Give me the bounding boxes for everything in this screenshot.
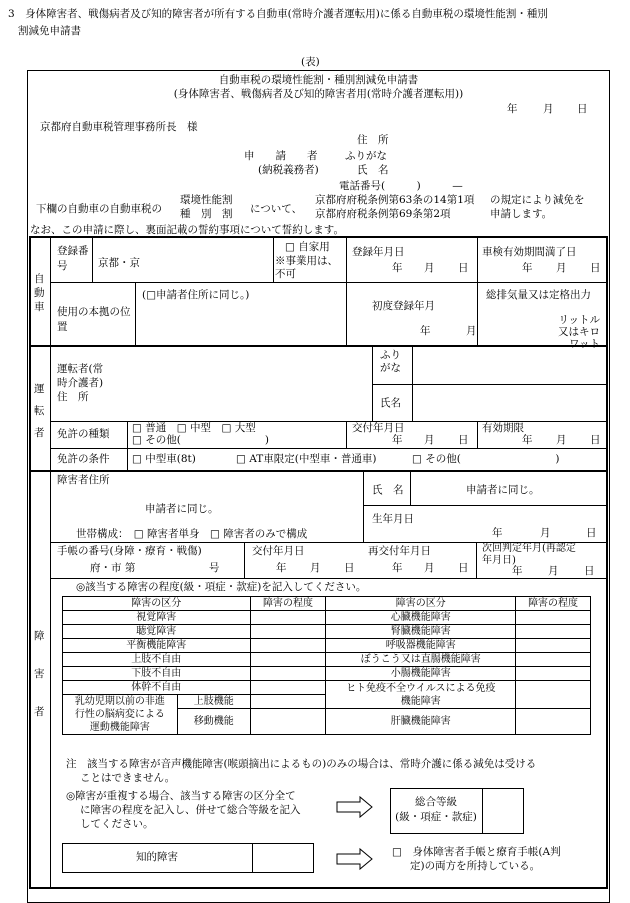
- reg-date-day: 日: [458, 262, 469, 274]
- statement-tail1: の規定により減免を: [490, 194, 585, 206]
- statement-law1: 京都府府税条例第63条の14第1項: [315, 194, 475, 206]
- notebook-reissue-label: 再交付年月日: [368, 545, 431, 557]
- degree-cell[interactable]: [250, 681, 326, 695]
- document-heading-line1: 3 身体障害者、戦傷病者及び知的障害者が所有する自動車(常時介護者運転用)に係る自動車税の環境性能割・種別: [8, 8, 548, 20]
- disabled-name-label: 氏 名: [372, 484, 404, 496]
- hiv-line2: 機能障害: [400, 695, 441, 707]
- base-location-label: 使用の本拠の位置: [57, 306, 131, 333]
- notebook-issue-label: 交付年月日: [252, 545, 305, 557]
- vline: [363, 470, 364, 542]
- both-notebooks-line2: 定)の両方を所持している。: [410, 860, 541, 872]
- statement-kind-environment: 環境性能割: [180, 194, 233, 206]
- statement-law2: 京都府府税条例第69条第2項: [315, 208, 451, 220]
- degree-cell[interactable]: [250, 709, 326, 735]
- notebook-reissue-day: 日: [458, 562, 469, 574]
- vline: [273, 236, 274, 282]
- notebook-issue-month: 月: [310, 562, 321, 574]
- degree-cell[interactable]: [516, 653, 591, 667]
- disability-degree-table: [62, 596, 591, 735]
- degree-cell[interactable]: [250, 695, 326, 709]
- column-header-degree: 障害の程度: [516, 597, 591, 611]
- disabled-address-label: 障害者住所: [57, 474, 110, 486]
- reg-date-label: 登録年月日: [352, 246, 405, 258]
- statement-about: について、: [250, 203, 303, 215]
- next-judgment-label2: 年月日): [482, 555, 516, 566]
- license-issue-label: 交付年月日: [352, 422, 405, 434]
- reg-date-month: 月: [424, 262, 435, 274]
- vline: [127, 421, 128, 470]
- driver-label-line1: 運転者(常: [57, 363, 104, 375]
- license-types-row1[interactable]: □ 普通 □ 中型 □ 大型: [132, 422, 256, 434]
- inspection-day: 日: [590, 262, 601, 274]
- driver-address-label: 住 所: [57, 391, 89, 403]
- note-voice-line2: ことはできません。: [80, 772, 176, 784]
- both-notebooks-checkbox[interactable]: □ 身体障害者手帳と療育手帳(A判: [392, 846, 561, 858]
- document-heading-line2: 割減免申請書: [18, 25, 81, 37]
- license-types-row2[interactable]: □ その他( ): [132, 434, 269, 446]
- arrow-right-icon: [336, 795, 374, 819]
- driver-section-label: 運転者: [34, 383, 45, 439]
- license-issue-month: 月: [424, 434, 435, 446]
- front-side-label: (表): [301, 56, 320, 68]
- vline: [346, 236, 347, 345]
- category-upper-function: 上肢機能: [177, 695, 250, 709]
- household-composition[interactable]: 世帯構成： □ 障害者単身 □ 障害者のみで構成: [76, 528, 308, 540]
- vline: [346, 421, 347, 448]
- degree-cell[interactable]: [250, 667, 326, 681]
- displacement-unit-kilo: 又はキロ: [558, 326, 600, 338]
- birth-day: 日: [586, 527, 597, 539]
- statement-kind-type: 種 別 割: [180, 208, 233, 220]
- first-reg-year: 年: [420, 325, 431, 337]
- category-small-intestine: 小腸機能障害: [326, 667, 516, 681]
- intellectual-degree-cell[interactable]: [253, 844, 313, 872]
- degree-cell[interactable]: [250, 653, 326, 667]
- driver-furigana-label: ふりがな: [380, 349, 401, 374]
- condition-at-only[interactable]: □ AT車限定(中型車・普通車): [236, 453, 377, 465]
- inspection-month: 月: [556, 262, 567, 274]
- first-reg-month: 月: [466, 325, 477, 337]
- notebook-issue-year: 年: [276, 562, 287, 574]
- degree-cell[interactable]: [250, 639, 326, 653]
- date-year: 年: [507, 103, 518, 115]
- category-lower-limb: 下肢不自由: [63, 667, 251, 681]
- intellectual-label: 知的障害: [136, 851, 178, 863]
- condition-medium-8t[interactable]: □ 中型車(8t): [132, 453, 196, 465]
- category-hiv: [326, 681, 516, 709]
- hline: [363, 505, 608, 506]
- vline: [135, 282, 136, 345]
- hline: [50, 448, 608, 449]
- disabled-name-same: 申請者に同じ。: [466, 484, 540, 496]
- driver-label-line2: 時介護者): [57, 377, 104, 389]
- displacement-unit-watt: ワット: [569, 338, 600, 350]
- date-day: 日: [577, 103, 588, 115]
- vline: [476, 542, 477, 578]
- degree-cell[interactable]: [516, 667, 591, 681]
- birth-month: 月: [540, 527, 551, 539]
- form-subtitle: (身体障害者、戦傷病者及び知的障害者用(常時介護者運転用)): [173, 88, 464, 100]
- condition-other[interactable]: □ その他( ): [412, 453, 560, 465]
- category-respiratory: 呼吸器機能障害: [326, 639, 516, 653]
- multiple-note-line1: ◎障害が重複する場合、該当する障害の区分全て: [66, 790, 296, 802]
- base-same-as-applicant[interactable]: (□申請者住所に同じ。): [142, 289, 250, 301]
- next-judgment-year: 年: [512, 565, 523, 577]
- degree-cell[interactable]: [516, 709, 591, 735]
- vline: [372, 345, 373, 421]
- license-type-label: 免許の種類: [57, 428, 110, 440]
- notebook-reissue-year: 年: [392, 562, 403, 574]
- applicant-name-label: 氏 名: [357, 164, 389, 176]
- license-valid-year: 年: [522, 434, 533, 446]
- category-hearing: 聴覚障害: [63, 625, 251, 639]
- notebook-number-value[interactable]: 府・市 第 号: [90, 562, 220, 574]
- reg-no-label: 登録番号: [57, 245, 89, 272]
- license-issue-year: 年: [392, 434, 403, 446]
- vline: [477, 421, 478, 448]
- license-valid-label: 有効期限: [482, 422, 524, 434]
- statement-pledge: なお、この申請に際し、裏面記載の誓約事項について誓約します。: [30, 224, 344, 236]
- vehicle-driver-divider: [29, 345, 608, 347]
- category-movement-function: 移動機能: [177, 709, 250, 735]
- category-liver: 肝臓機能障害: [326, 709, 516, 735]
- total-grade-label: 総合等級: [415, 796, 457, 808]
- vehicle-row-divider: [50, 282, 608, 283]
- degree-cell[interactable]: [516, 639, 591, 653]
- driver-name-label: 氏名: [380, 397, 401, 409]
- taxpayer-label: (納税義務者): [258, 164, 319, 176]
- license-conditions-label: 免許の条件: [57, 453, 110, 465]
- degree-cell[interactable]: [250, 625, 326, 639]
- vline: [92, 236, 93, 282]
- notebook-issue-day: 日: [344, 562, 355, 574]
- notebook-reissue-month: 月: [424, 562, 435, 574]
- birth-date-label: 生年月日: [372, 513, 414, 525]
- disabled-address-same: 申請者に同じ。: [145, 503, 219, 515]
- displacement-label: 総排気量又は定格出力: [486, 289, 591, 301]
- degree-cell[interactable]: [250, 611, 326, 625]
- hiv-line1: ヒト免疫不全ウイルスによる免疫: [346, 682, 496, 694]
- applicant-furigana-label: ふりがな: [345, 150, 387, 162]
- license-valid-day: 日: [590, 434, 601, 446]
- category-bladder: ぼうこう又は直腸機能障害: [326, 653, 516, 667]
- category-upper-limb: 上肢不自由: [63, 653, 251, 667]
- hline: [372, 384, 608, 385]
- vline: [482, 788, 483, 834]
- applicant-address-label: 住 所: [357, 134, 389, 146]
- next-judgment-label1: 次回判定年月(再認定: [482, 543, 576, 554]
- next-judgment-day: 日: [584, 565, 595, 577]
- birth-year: 年: [492, 527, 503, 539]
- vline: [477, 236, 478, 345]
- applicant-label: 申 請 者: [244, 150, 318, 162]
- infant-line1: 乳幼児期以前の非進: [74, 696, 165, 707]
- infant-line3: 運動機能障害: [89, 722, 150, 733]
- category-trunk: 体幹不自由: [63, 681, 251, 695]
- displacement-unit-liter: リットル: [558, 314, 600, 326]
- arrow-right-icon: [336, 847, 374, 871]
- category-heart: 心臓機能障害: [326, 611, 516, 625]
- business-use-note: ※事業用は、不可: [275, 255, 338, 280]
- applicant-phone-label: 電話番号( ) —: [339, 180, 463, 192]
- hline: [50, 578, 608, 579]
- vehicle-section-label: 自動車: [34, 273, 45, 313]
- column-header-category: 障害の区分: [326, 597, 516, 611]
- multiple-note-line2: に障害の程度を記入し、併せて総合等級を記入: [80, 804, 301, 816]
- reg-date-year: 年: [392, 262, 403, 274]
- total-grade-sub: (級・項症・款症): [395, 811, 477, 823]
- notebook-number-label: 手帳の番号(身障・療育・戦傷): [57, 545, 202, 557]
- column-header-degree: 障害の程度: [250, 597, 326, 611]
- first-reg-label: 初度登録年月: [372, 300, 435, 312]
- form-title: 自動車税の環境性能割・種別割減免申請書: [218, 74, 419, 86]
- degree-cell[interactable]: [516, 611, 591, 625]
- category-infant-brain: [63, 695, 178, 735]
- license-issue-day: 日: [458, 434, 469, 446]
- section-label-column: [50, 236, 51, 889]
- note-voice-line1: 注 該当する障害が音声機能障害(喉頭摘出によるもの)のみの場合は、常時介護に係る減免は受ける: [66, 758, 537, 770]
- next-judgment-month: 月: [548, 565, 559, 577]
- infant-line2: 行性の脳病変による: [74, 709, 165, 720]
- category-balance: 平衡機能障害: [63, 639, 251, 653]
- category-visual: 視覚障害: [63, 611, 251, 625]
- inspection-year: 年: [522, 262, 533, 274]
- home-use-checkbox[interactable]: □ 自家用: [285, 241, 330, 253]
- license-valid-month: 月: [556, 434, 567, 446]
- statement-lead: 下欄の自動車の自動車税の: [36, 203, 162, 215]
- date-month: 月: [543, 103, 554, 115]
- reg-no-value[interactable]: 京都・京: [98, 257, 140, 269]
- statement-tail2: 申請します。: [490, 208, 553, 220]
- disabled-section-label: 障害者: [34, 630, 45, 718]
- degree-cell[interactable]: [516, 681, 591, 709]
- addressee: 京都府自動車税管理事務所長 様: [40, 121, 198, 133]
- vline: [244, 542, 245, 578]
- column-header-category: 障害の区分: [63, 597, 251, 611]
- multiple-note-line3: してください。: [80, 818, 154, 830]
- inspection-label: 車検有効期間満了日: [482, 246, 577, 258]
- category-kidney: 腎臓機能障害: [326, 625, 516, 639]
- vline: [412, 345, 413, 421]
- degree-cell[interactable]: [516, 625, 591, 639]
- vline: [410, 470, 411, 505]
- driver-disabled-divider: [29, 470, 608, 472]
- degree-instruction: ◎該当する障害の程度(級・項症・款症)を記入してください。: [76, 581, 367, 593]
